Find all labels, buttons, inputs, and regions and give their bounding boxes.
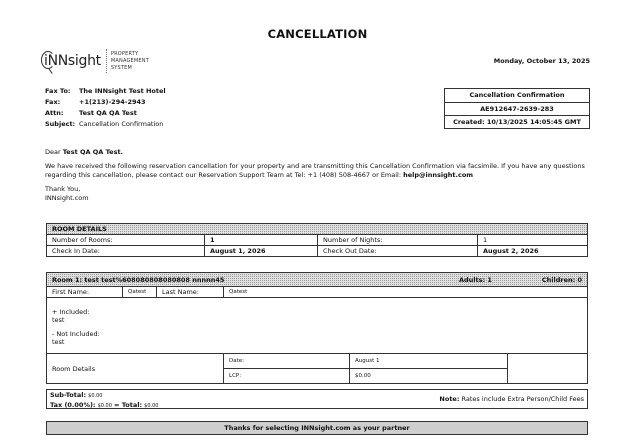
closing: Thank You, [45,185,81,193]
fax-value: +1(213)-294-2943 [79,98,146,106]
subject-value: Cancellation Confirmation [79,120,164,128]
recipient-name: Test QA QA Test. [62,148,124,156]
inclusions-cell [47,298,588,354]
fax-to-label: Fax To: [45,87,71,95]
first-name-label: First Name: [47,287,123,298]
included-value: test [52,316,65,324]
totals-section [46,389,588,409]
total-label: = Total: [114,401,143,409]
letter-body: Dear Test QA QA Test. We have received the following reservation cancellation for your property and are transmitting this Cancellation Confirmation via facsimile. If you have any questions regarding this cancellation, please contact our Reservation Support Team at Tel: +1 (408) 508-4667 or Email: help@innsight.com Thank You, INNsight.com [45,148,585,202]
date-value: August 1 [350,354,508,369]
attn-label: Attn: [45,109,64,117]
document-title: CANCELLATION [267,27,368,41]
checkout-value: August 2, 2026 [478,246,588,257]
footer-banner: Thanks for selecting INNsight.com as your partner [46,421,588,435]
total-value: $0.00 [144,403,159,409]
signature: INNsight.com [45,194,89,202]
note-label: Note: [439,395,460,403]
logo-magnifier-icon [44,53,101,69]
nights-value: 1 [478,235,588,246]
rooms-value: 1 [205,235,318,246]
rooms-label: Number of Rooms: [47,235,205,246]
room-details-label: Room Details [47,354,224,384]
checkin-label: Check In Date: [47,246,205,257]
support-email-link[interactable]: help@innsight.com [403,171,474,179]
rate-blank-cell [508,354,588,384]
room-details-table [46,223,588,257]
room-1-title: Room 1: test test%608080808080808 nnnnn45 [52,275,225,284]
included-label: + Included: [52,308,90,316]
not-included-label: - Not Included: [52,330,100,338]
subtotal-value: $0.00 [88,393,103,399]
checkout-label: Check Out Date: [318,246,478,257]
confirmation-box [444,88,590,129]
room-details-header: ROOM DETAILS [47,224,588,235]
logo-brand: iNNsight [44,53,101,69]
fax-label: Fax: [45,98,61,106]
checkin-value: August 1, 2026 [205,246,318,257]
fax-header [45,86,166,130]
attn-value: Test QA QA Test [79,109,137,117]
room-1-header [47,273,588,287]
nights-label: Number of Nights: [318,235,478,246]
logo-subtitle: PROPERTY MANAGEMENT SYSTEM [110,50,149,71]
confirmation-created: Created: 10/13/2025 14:05:45 GMT [445,115,589,128]
confirmation-number: AE912647-2639-283 [445,102,589,115]
date-label: Date: [224,354,350,369]
children-count: Children: 0 [541,275,582,284]
tax-value: $0.00 [97,403,112,409]
innsight-logo [44,47,149,75]
not-included-value: test [52,338,65,346]
letter-text: We have received the following reservation cancellation for your property and are transmitting this Cancellation Confirmation via facsimile. If you have any questions regarding this cancellation, please contact our Reservation Support Team at Tel: +1 (408) 508-4667 or Email: [45,162,585,179]
first-name-value: Qatest [123,287,157,298]
lcp-label: LCP: [224,369,350,384]
subject-label: Subject: [45,120,76,128]
confirmation-title: Cancellation Confirmation [469,91,565,99]
note-text: Rates include Extra Person/Child Fees [461,395,584,403]
last-name-label: Last Name: [157,287,224,298]
logo-divider [106,49,107,73]
last-name-value: Qatest [224,287,588,298]
fax-to-value: The INNsight Test Hotel [79,87,166,95]
room-1-table [46,272,588,384]
lcp-value: $0.00 [350,369,508,384]
adults-count: Adults: 1 [458,275,492,284]
document-date: Monday, October 13, 2025 [493,57,590,65]
tax-label: Tax (0.00%): [50,401,96,409]
subtotal-label: Sub-Total: [50,391,87,399]
